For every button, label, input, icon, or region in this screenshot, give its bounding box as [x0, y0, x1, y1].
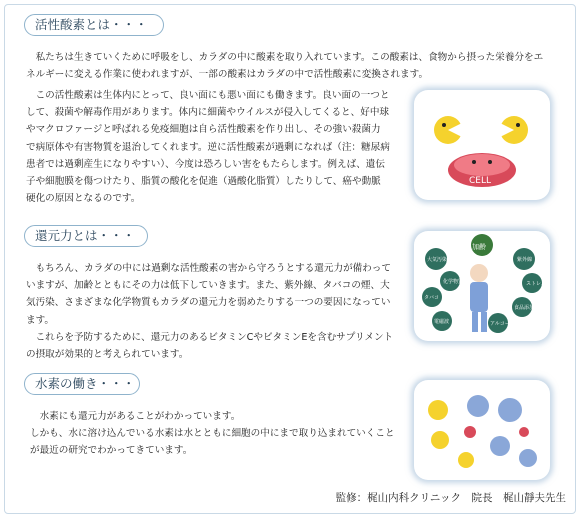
section-title-hydrogen: 水素の働き・・・ — [24, 373, 140, 395]
section-hydrogen-body — [30, 408, 400, 460]
section-title-active-oxygen: 活性酸素とは・・・ — [24, 14, 164, 36]
paragraph: もちろん、カラダの中には過剰な活性酸素の害から守ろうとする還元力が備わっていますが、加齢とともにその力は低下していきます。また、紫外線、タバコの煙、大気汚染、さまざまな化学物質もカラダの還元力を弱めたりする一つの要因になっています。 — [26, 263, 391, 326]
section-title-reducing-power: 還元力とは・・・ — [24, 225, 148, 247]
factor-label: 大気汚染 — [427, 257, 448, 263]
paragraph: これらを予防するために、還元力のあるビタミンCやビタミンEを含むサプリメントの摂取が効果的と考えられています。 — [26, 331, 394, 361]
supervision-credit: 監修：梶山内科クリニック 院長 梶山靜夫先生 — [335, 492, 566, 504]
factor-label: 化学物質 — [443, 279, 464, 285]
paragraph: この活性酸素は生体内にとって、良い面にも悪い面にも働きます。良い面の一つとして、殺菌や解毒作用があります。体内に細菌やウイルスが侵入してくると、好中球やマクロファージと呼ばれる免疫細胞は自ら活性酸素を作り出し、その強い殺菌力で病原体や有害物質を退治してくれます。逆に活性酸素が過剰になれば（注：糖尿病患者では過剰産生になりやすい）、今度は恐ろしい害をもたらします。例えば、遺伝子や細胞膜を傷つけたり、脂質の酸化を促進（過酸化脂質）したりして、癌や動脈硬化の原因となるのです。 — [26, 90, 390, 205]
factor-label: 電磁波 — [434, 319, 450, 325]
aging-center-label: 加齢 — [472, 243, 486, 251]
factor-label: アルコール — [490, 321, 515, 327]
factor-label: ストレス — [526, 281, 546, 287]
paragraph: しかも、水に溶け込んでいる水素は水とともに細胞の中にまで取り込まれていくことが最近の研究でわかってきています。 — [30, 428, 395, 457]
illustration-hydrogen-molecules — [414, 380, 550, 480]
factor-label: 食品添加物 — [514, 305, 540, 311]
section-active-oxygen-intro — [26, 49, 550, 83]
illustration-cell-attack — [414, 90, 550, 200]
factor-label: 紫外線 — [517, 257, 533, 263]
illustration-aging-factors — [414, 231, 550, 341]
paragraph: 水素にも還元力があることがわかっています。 — [39, 411, 241, 422]
cell-label: CELL — [469, 176, 491, 186]
factor-label: タバコ — [424, 295, 439, 301]
section-reducing-power-body — [26, 260, 396, 363]
section-active-oxygen-body — [26, 87, 390, 207]
paragraph: 私たちは生きていくために呼吸をし、カラダの中に酸素を取り入れています。この酸素は、食物から摂った栄養分をエネルギーに変える作業に使われますが、一部の酸素はカラダの中で活性酸素に変換されます。 — [26, 52, 544, 81]
